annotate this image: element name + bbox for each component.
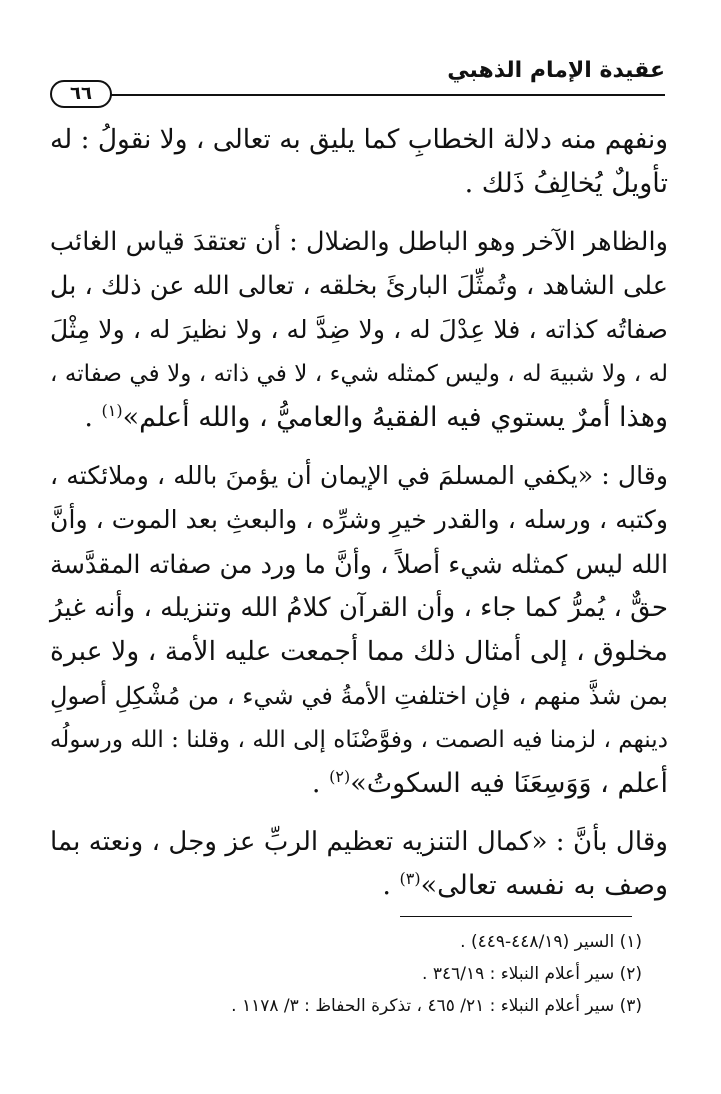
paragraph-1 [50,118,668,206]
running-title: عقيدة الإمام الذهبي [447,58,665,83]
text-fragment: وصف به نفسه تعالى» [420,870,668,901]
footnote-separator [400,916,632,917]
text-line [50,396,668,440]
text-line [50,864,668,908]
text-line: بمن شذَّ منهم ، فإن اختلفتِ الأمةُ في شيء ، من مُشْكِلِ أصولِ [50,682,668,710]
text-fragment: وهذا أمرٌ يستوي فيه الفقيهُ والعاميُّ ، والله أعلم» [122,402,668,433]
text-fragment: . [382,870,400,901]
page-header [50,52,665,102]
text-line: مخلوق ، إلى أمثال ذلك مما أجمعت عليه الأمة ، ولا عبرة [50,636,668,667]
text-line: والظاهر الآخر وهو الباطل والضلال : أن تعتقدَ قياس الغائب [49,227,668,257]
main-text [50,118,668,922]
text-line: ونفهم منه دلالة الخطابِ كما يليق به تعالى ، ولا نقولُ : له [50,125,668,155]
text-line: وكتبه ، ورسله ، والقدر خيرِ وشرِّه ، والبعثِ بعد الموت ، وأنَّ [50,505,668,534]
text-line: تأويلٌ يُخالِفُ ذَلك . [464,168,668,199]
text-line [50,762,668,806]
text-fragment: . [84,402,102,433]
header-rule [100,94,665,96]
text-line: صفاتُه كذاته ، فلا عِدْلَ له ، ولا ضِدَّ له ، ولا نظيرَ له ، ولا مِثْلَ [50,315,668,344]
text-fragment: . [311,768,330,799]
footnotes [60,926,642,1022]
footnote-ref: (١) [101,401,123,420]
footnote-1: (١) السير (٤٤٨/١٩-٤٤٩) . [460,932,642,952]
text-line: حقٌّ ، يُمرُّ كما جاء ، وأن القرآن كلامُ الله وتنزيله ، وأنه غيرُ [49,593,668,623]
text-line: على الشاهد ، وتُمثِّلَ البارئَ بخلقه ، تعالى الله عن ذلك ، بل [49,271,668,301]
footnote-2: (٢) سير أعلام النبلاء : ٣٤٦/١٩ . [422,964,642,984]
text-line: وقال : «يكفي المسلمَ في الإيمان أن يؤمنَ بالله ، وملائكته ، [50,461,668,490]
text-line: وقال بأنَّ : «كمال التنزيه تعظيم الربِّ عز وجل ، ونعته بما [50,827,668,857]
paragraph-3 [50,454,668,806]
footnote-ref: (٢) [329,767,351,786]
text-fragment: أعلم ، وَوَسِعَنَا فيه السكوتُ» [350,768,668,799]
text-line: دينهم ، لزمنا فيه الصمت ، وفوَّضْنَاه إلى الله ، وقلنا : الله ورسولُه [49,727,668,753]
footnote-3: (٣) سير أعلام النبلاء : ٢١/ ٤٦٥ ، تذكرة الحفاظ : ٣/ ١١٧٨ . [231,996,642,1016]
footnote-ref: (٣) [399,869,421,888]
paragraph-4 [50,820,668,908]
page-number: ٦٦ [50,80,112,108]
text-line: الله ليس كمثله شيء أصلاً ، وأنَّ ما ورد من صفاته المقدَّسة [50,549,668,579]
paragraph-2 [50,220,668,440]
text-line: له ، ولا شبيهَ له ، وليس كمثله شيء ، لا في ذاته ، ولا في صفاته ، [50,361,668,387]
